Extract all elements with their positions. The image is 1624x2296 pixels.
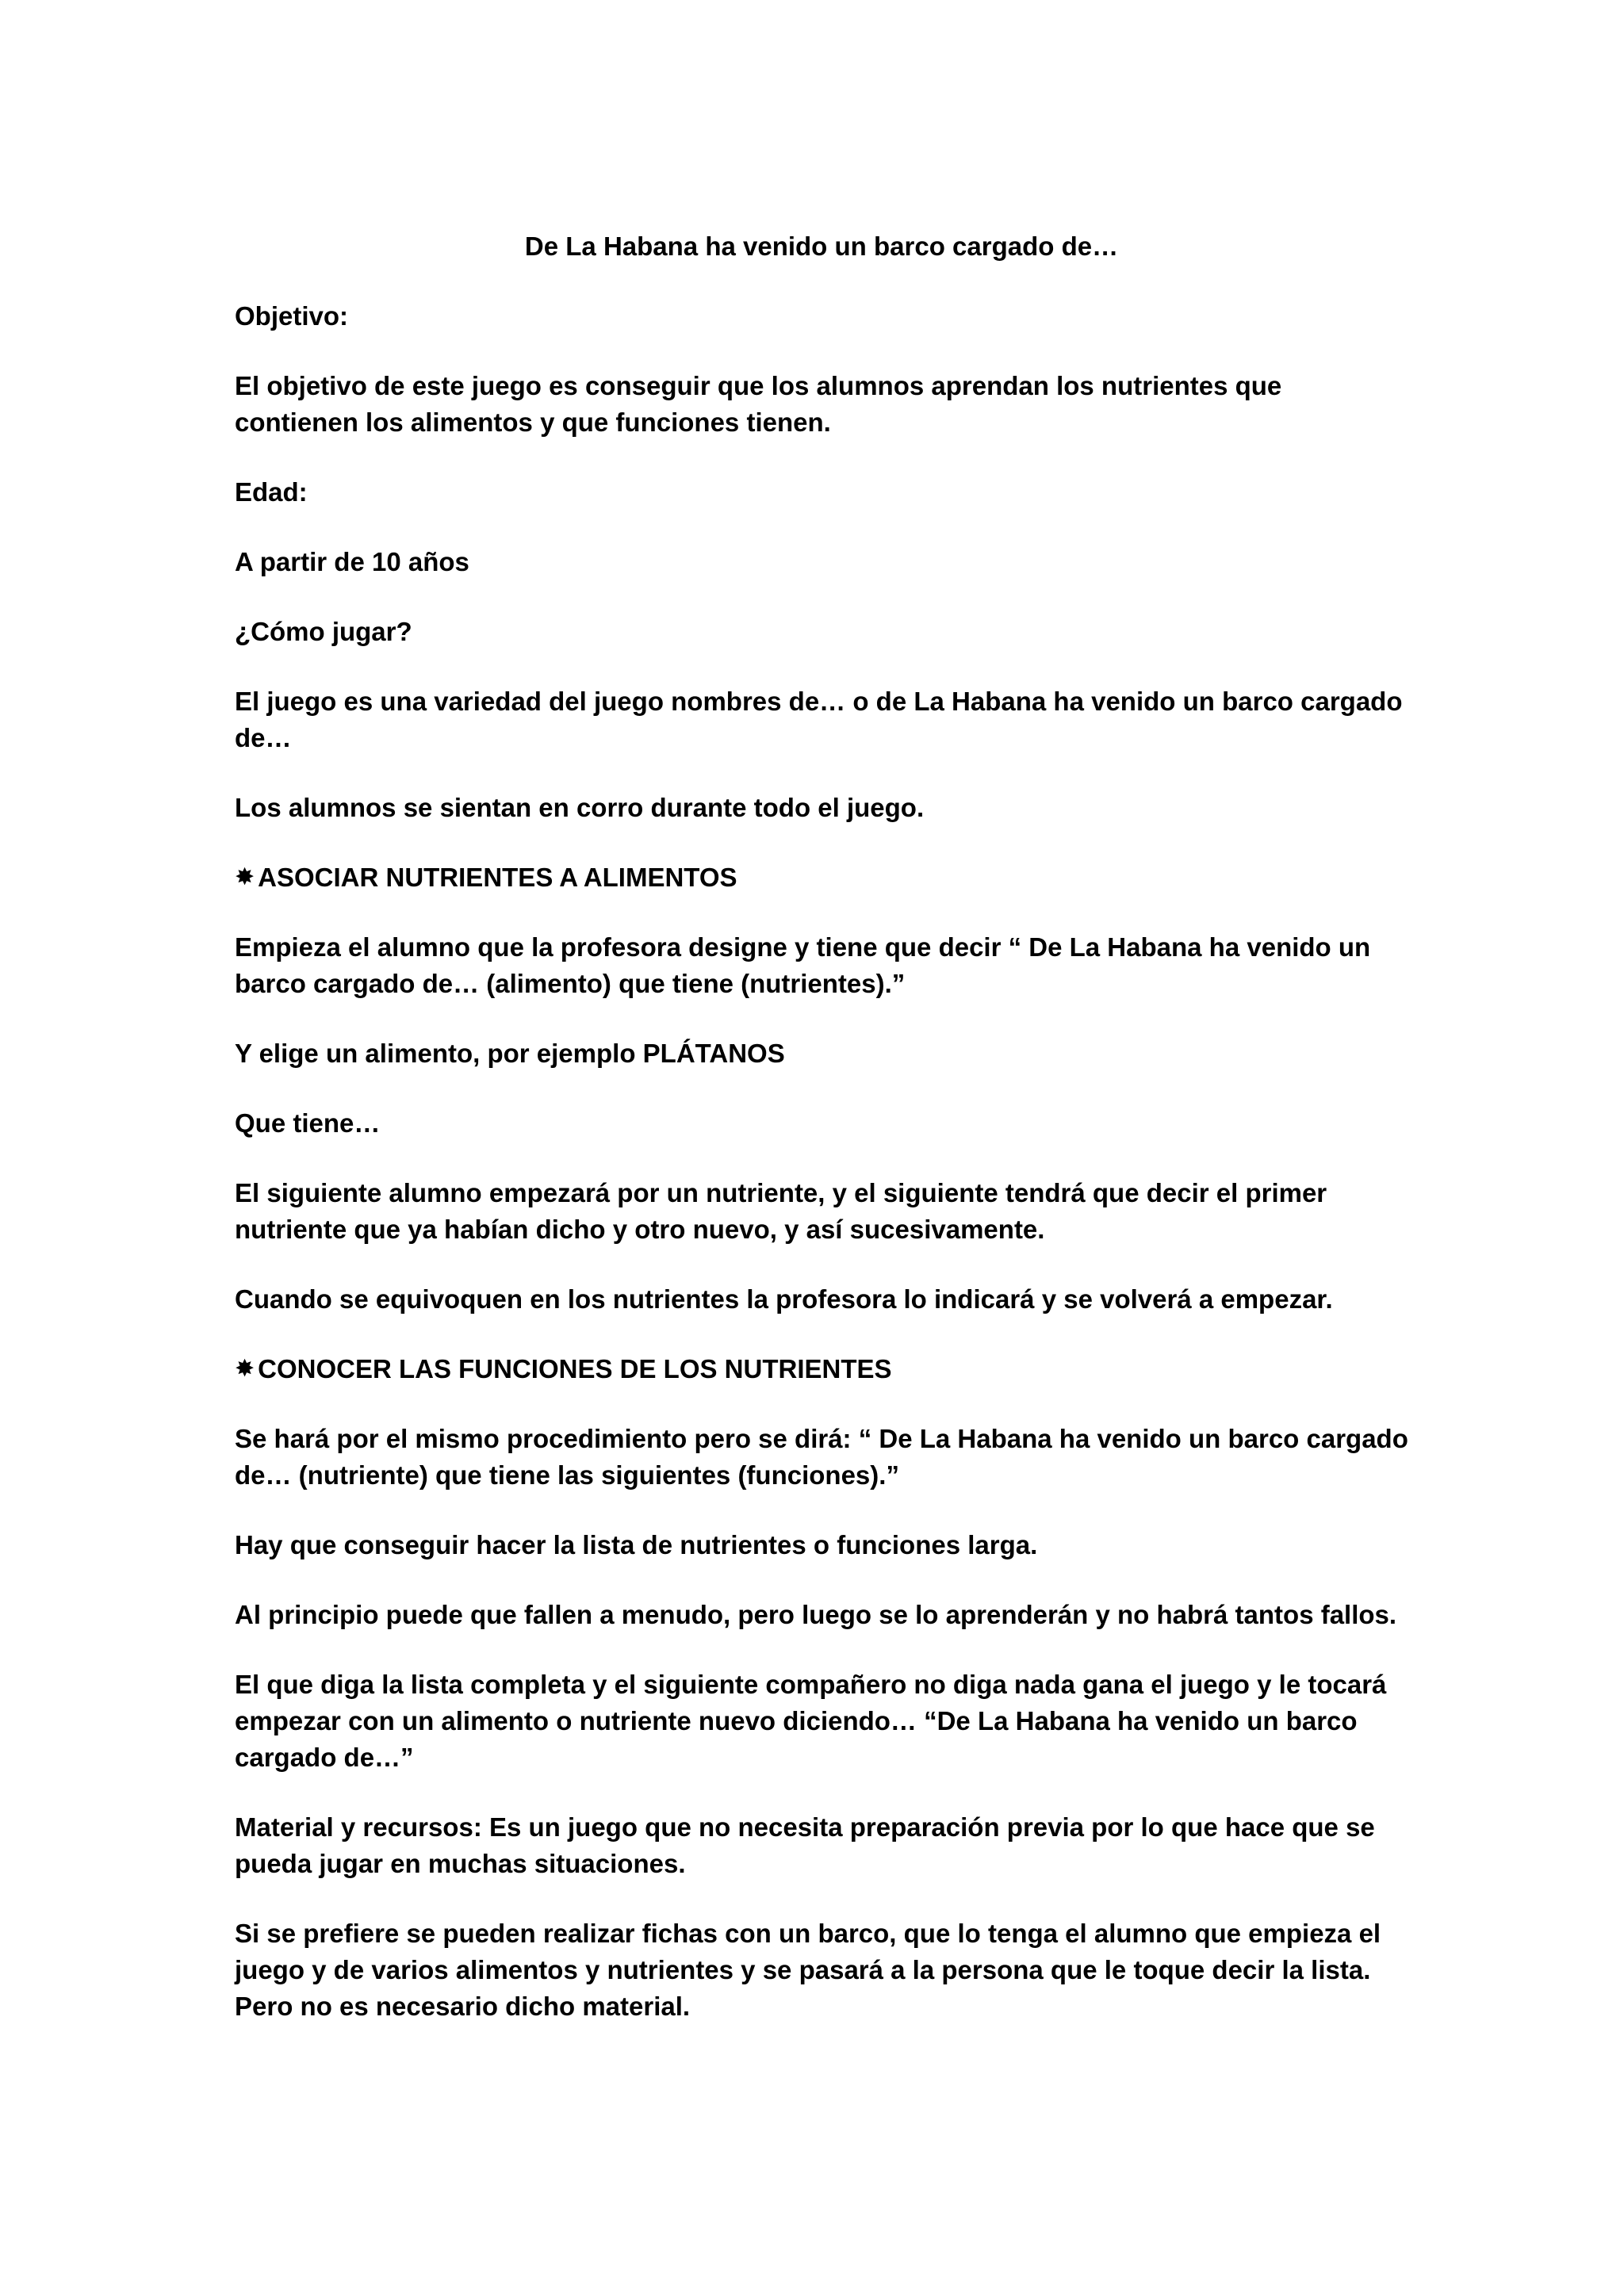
- corro-text: Los alumnos se sientan en corro durante todo el juego.: [235, 793, 925, 822]
- material-recursos-text: Material y recursos: Es un juego que no necesita preparación previa por lo que hace que se pueda jugar en muchas situaciones.: [235, 1812, 1375, 1878]
- fichas-text: Si se prefiere se pueden realizar fichas con un barco, que lo tenga el alumno que empieza el juego y de varios alimentos y nutrientes y se pasará a la persona que le toque decir la lista. Pero no es necesario dicho material.: [235, 1919, 1381, 2021]
- asociar-para-3: Que tiene…: [235, 1108, 381, 1138]
- objetivo-text: El objetivo de este juego es conseguir que los alumnos aprendan los nutrientes que contienen los alimentos y que funciones tienen.: [235, 371, 1282, 437]
- section-conocer-label: CONOCER LAS FUNCIONES DE LOS NUTRIENTES: [258, 1354, 892, 1383]
- eight-pointed-star-icon: ✸: [235, 1355, 255, 1383]
- edad-text: A partir de 10 años: [235, 547, 469, 576]
- como-jugar-text: El juego es una variedad del juego nombres de… o de La Habana ha venido un barco cargado de…: [235, 687, 1403, 752]
- document-body: [235, 228, 1408, 2058]
- eight-pointed-star-icon: ✸: [235, 863, 255, 891]
- conocer-para-4: El que diga la lista completa y el siguiente compañero no diga nada gana el juego y le tocará empezar con un alimento o nutriente nuevo diciendo… “De La Habana ha venido un barco cargado de…”: [235, 1670, 1387, 1772]
- objetivo-heading: Objetivo:: [235, 301, 349, 331]
- asociar-para-4: El siguiente alumno empezará por un nutriente, y el siguiente tendrá que decir el primer nutriente que ya habían dicho y otro nuevo, y así sucesivamente.: [235, 1178, 1327, 1244]
- edad-heading: Edad:: [235, 477, 308, 507]
- asociar-para-2: Y elige un alimento, por ejemplo PLÁTANOS: [235, 1039, 785, 1068]
- asociar-para-1: Empieza el alumno que la profesora designe y tiene que decir “ De La Habana ha venido un barco cargado de… (alimento) que tiene (nutrientes).”: [235, 932, 1371, 998]
- como-jugar-heading: ¿Cómo jugar?: [235, 617, 412, 646]
- asociar-para-5: Cuando se equivoquen en los nutrientes la profesora lo indicará y se volverá a empezar.: [235, 1284, 1333, 1314]
- document-title: De La Habana ha venido un barco cargado de…: [524, 232, 1119, 261]
- conocer-para-3: Al principio puede que fallen a menudo, pero luego se lo aprenderán y no habrá tantos fallos.: [235, 1600, 1397, 1629]
- conocer-para-2: Hay que conseguir hacer la lista de nutrientes o funciones larga.: [235, 1530, 1038, 1559]
- section-asociar-label: ASOCIAR NUTRIENTES A ALIMENTOS: [258, 863, 737, 892]
- conocer-para-1: Se hará por el mismo procedimiento pero se dirá: “ De La Habana ha venido un barco cargado de… (nutriente) que tiene las siguientes (funciones).”: [235, 1424, 1408, 1490]
- section-conocer-heading: [235, 1351, 1408, 1387]
- section-asociar-heading: [235, 859, 1408, 896]
